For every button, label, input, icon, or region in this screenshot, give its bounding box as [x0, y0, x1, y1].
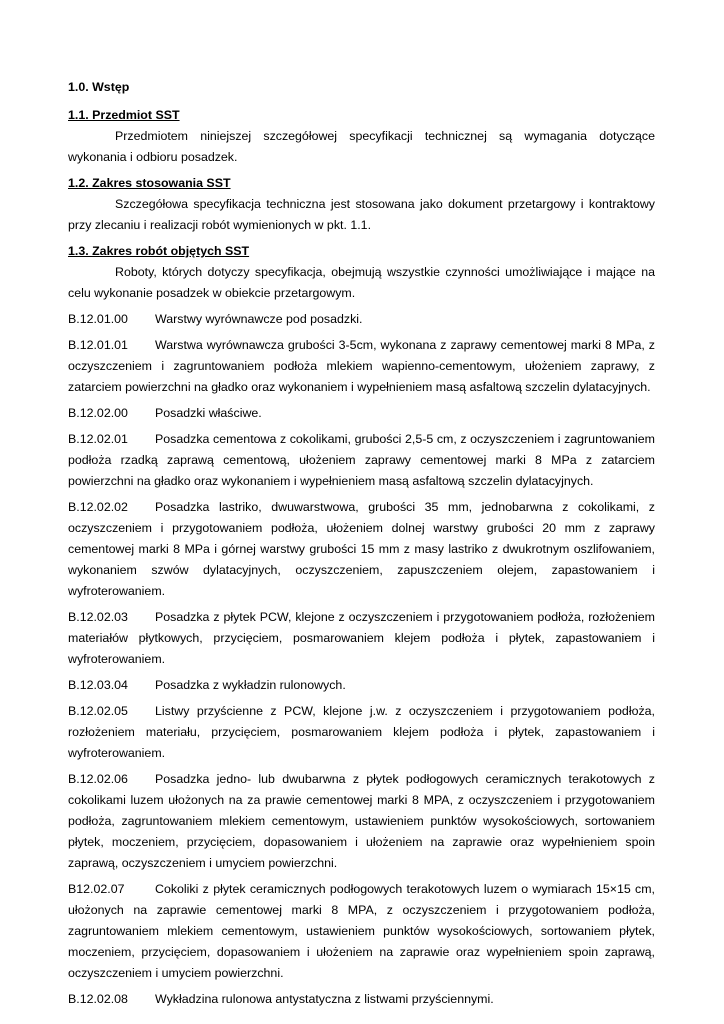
spec-item	[68, 989, 655, 1010]
spec-item-text: Posadzka lastriko, dwuwarstwowa, grubości 35 mm, jednobarwna z cokolikami, z oczyszczeniem i przygotowaniem podłoża, ułożeniem dolnej warstwy grubości 20 mm z zaprawy cementowej marki 8 MPa i górnej warstwy grubości 15 mm z masy lastriko z dwukrotnym oszlifowaniem, wykonaniem szwów dylatacyjnych, oczyszczeniem, zapuszczeniem olejem, zapastowaniem i wyfroterowaniem.	[68, 500, 655, 598]
spec-item-code: B12.02.07	[68, 882, 125, 896]
spec-item	[68, 403, 655, 424]
spec-item-text: Warstwy wyrównawcze pod posadzki.	[155, 312, 363, 326]
section-title-scope-of-use: 1.2. Zakres stosowania SST	[68, 176, 231, 190]
spec-item-text: Warstwa wyrównawcza grubości 3-5cm, wykonana z zaprawy cementowej marki 8 MPa, z oczyszczeniem i zagruntowaniem podłoża mlekiem wapienno-cementowym, ułożeniem zaprawy, z zatarciem powierzchni na gładko oraz wykonaniem i wypełnieniem masą asfaltową szczelin dylatacyjnych.	[68, 338, 655, 394]
spec-item-text: Posadzka jedno- lub dwubarwna z płytek podłogowych ceramicznych terakotowych z cokolikami luzem ułożonych na za prawie cementowej marki 8 MPA, z oczyszczeniem i przygotowaniem podłoża, zagruntowaniem mlekiem cementowym, ustawieniem punktów wysokościowych, sortowaniem płytek, moczeniem, przycięciem, dopasowaniem i ułożeniem na zaprawie oraz wypełnieniem spoin zaprawą, oczyszczeniem i umyciem powierzchni.	[68, 772, 655, 870]
section-title-subject: 1.1. Przedmiot SST	[68, 108, 180, 122]
spec-item-code: B.12.02.00	[68, 406, 128, 420]
spec-item-code: B.12.01.00	[68, 312, 128, 326]
spec-item	[68, 607, 655, 670]
spec-item-code: B.12.02.03	[68, 610, 128, 624]
spec-item-text: Listwy przyścienne z PCW, klejone j.w. z oczyszczeniem i przygotowaniem podłoża, rozłożeniem materiału, przycięciem, posmarowaniem klejem podłoża i płytek, zapastowaniem i wyfroterowaniem.	[68, 704, 655, 760]
spec-item	[68, 335, 655, 398]
spec-item-text: Posadzka cementowa z cokolikami, grubości 2,5-5 cm, z oczyszczeniem i zagruntowaniem podłoża rzadką zaprawą cementową, ułożeniem zaprawy cementowej marki 8 MPa z zatarciem powierzchni na gładko oraz wykonaniem i wypełnieniem masą asfaltową szczelin dylatacyjnych.	[68, 432, 655, 488]
spec-item	[68, 879, 655, 984]
heading-introduction: 1.0. Wstęp	[68, 80, 130, 94]
spec-item	[68, 309, 655, 330]
section-text-subject: Przedmiotem niniejszej szczegółowej specyfikacji technicznej są wymagania dotyczące wykonania i odbioru posadzek.	[68, 129, 655, 164]
spec-item-text: Cokoliki z płytek ceramicznych podłogowych terakotowych luzem o wymiarach 15×15 cm, ułożonych na zaprawie cementowej marki 8 MPA, z oczyszczeniem i przygotowaniem podłoża, zagruntowaniem mlekiem cementowym, ustawieniem punktów wysokościowych, sortowaniem płytek, moczeniem, przycięciem, dopasowaniem i ułożeniem na zaprawie oraz wypełnieniem spoin zaprawą, oczyszczeniem i umyciem powierzchni.	[68, 882, 655, 980]
spec-item	[68, 701, 655, 764]
spec-item-code: B.12.01.01	[68, 338, 128, 352]
spec-item-text: Wykładzina rulonowa antystatyczna z listwami przyściennymi.	[155, 992, 494, 1006]
spec-item-code: B.12.02.08	[68, 992, 128, 1006]
spec-item-code: B.12.03.04	[68, 678, 128, 692]
spec-item-text: Posadzka z wykładzin rulonowych.	[155, 678, 346, 692]
document-body	[68, 77, 655, 1015]
spec-item	[68, 675, 655, 696]
spec-item-text: Posadzka z płytek PCW, klejone z oczyszczeniem i przygotowaniem podłoża, rozłożeniem materiałów płytkowych, przycięciem, posmarowaniem klejem podłoża i płytek, zapastowaniem i wyfroterowaniem.	[68, 610, 655, 666]
spec-item-code: B.12.02.02	[68, 500, 128, 514]
section-text-scope-of-works: Roboty, których dotyczy specyfikacja, obejmują wszystkie czynności umożliwiające i mające na celu wykonanie posadzek w obiekcie przetargowym.	[68, 265, 655, 300]
spec-item	[68, 769, 655, 874]
spec-item-code: B.12.02.05	[68, 704, 128, 718]
spec-item	[68, 429, 655, 492]
spec-item-code: B.12.02.01	[68, 432, 128, 446]
spec-item-code: B.12.02.06	[68, 772, 128, 786]
spec-item-text: Posadzki właściwe.	[155, 406, 262, 420]
section-title-scope-of-works: 1.3. Zakres robót objętych SST	[68, 244, 250, 258]
section-text-scope-of-use: Szczegółowa specyfikacja techniczna jest stosowana jako dokument przetargowy i kontraktowy przy zlecaniu i realizacji robót wymienionych w pkt. 1.1.	[68, 197, 655, 232]
spec-item	[68, 497, 655, 602]
